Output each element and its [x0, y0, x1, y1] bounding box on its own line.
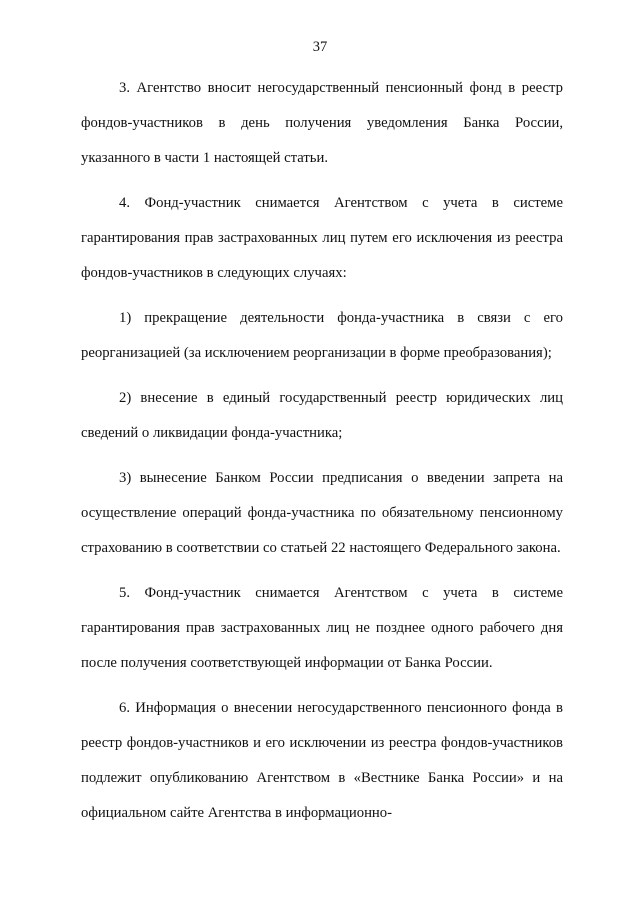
paragraph-4-item-2: 2) внесение в единый государственный реестр юридических лиц сведений о ликвидации фонда-участника;	[81, 390, 563, 441]
paragraph-4-item-3: 3) вынесение Банком России предписания о введении запрета на осуществление операций фонда-участника по обязательному пенсионному страхованию в соответствии со статьей 22 настоящего Федерального закона.	[81, 470, 563, 556]
paragraph-6: 6. Информация о внесении негосударственного пенсионного фонда в реестр фондов-участников и его исключении из реестра фондов-участников подлежит опубликованию Агентством в «Вестнике Банка России» и на официальном сайте Агентства в информационно-	[81, 700, 563, 821]
paragraph-5: 5. Фонд-участник снимается Агентством с учета в системе гарантирования прав застрахованных лиц не позднее одного рабочего дня после получения соответствующей информации от Банка России.	[81, 585, 563, 671]
paragraph-4-item-1: 1) прекращение деятельности фонда-участника в связи с его реорганизацией (за исключением реорганизации в форме преобразования);	[81, 310, 563, 361]
paragraph-3: 3. Агентство вносит негосударственный пенсионный фонд в реестр фондов-участников в день получения уведомления Банка России, указанного в части 1 настоящей статьи.	[81, 80, 563, 166]
page-number: 37	[312, 39, 328, 55]
document-body	[81, 71, 563, 841]
paragraph-4: 4. Фонд-участник снимается Агентством с учета в системе гарантирования прав застрахованных лиц путем его исключения из реестра фондов-участников в следующих случаях:	[81, 195, 563, 281]
